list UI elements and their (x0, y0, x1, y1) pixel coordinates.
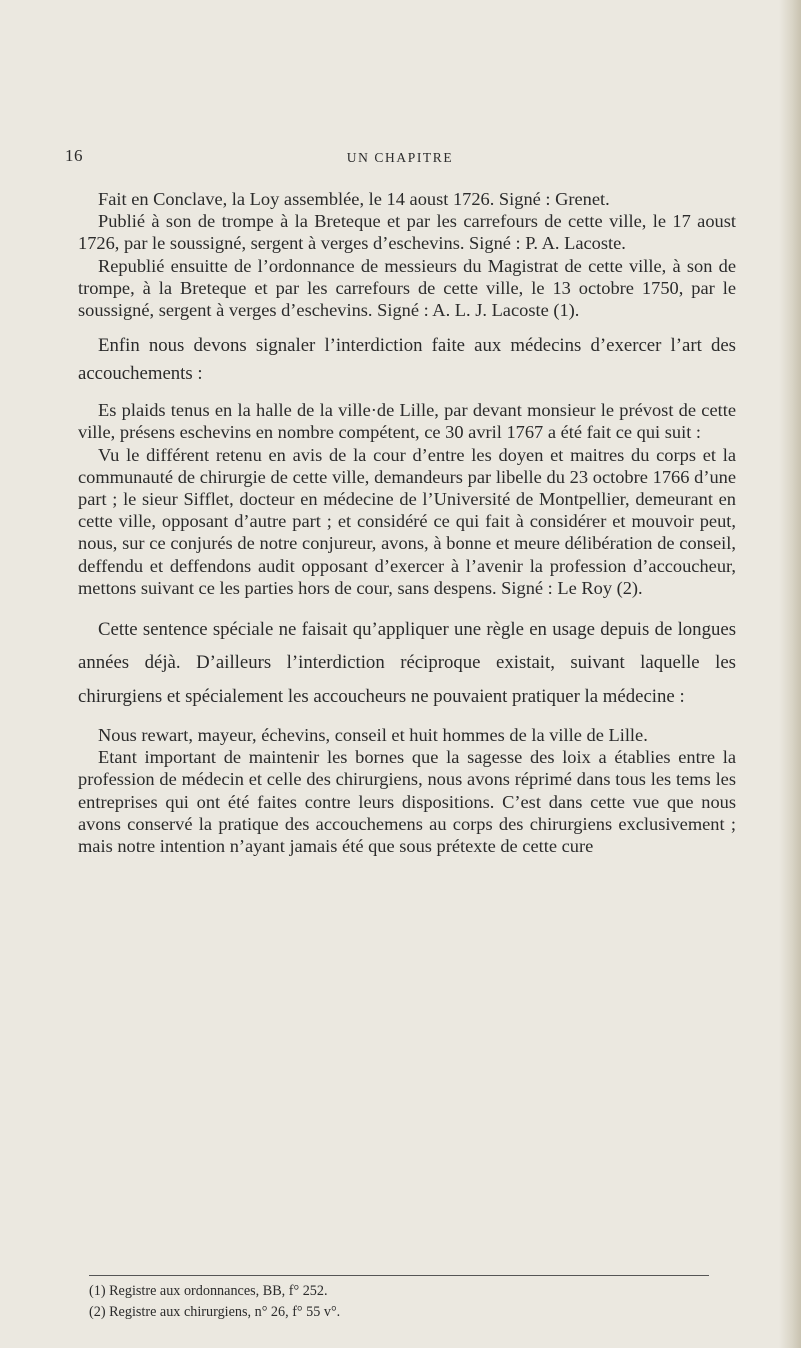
body-text (78, 188, 736, 857)
paragraph-interdiction-intro: Enfin nous devons signaler l’interdiction faite aux médecins d’exercer l’art des accouchements : (78, 335, 736, 385)
page-edge-shadow (779, 0, 801, 1348)
footnotes (89, 1275, 709, 1323)
paragraph-etant-important: Etant important de maintenir les bornes que la sagesse des loix a établies entre la profession de médecin et celle des chirurgiens, nous avons réprimé dans tous les tems les entreprises qui ont été faites contre leurs dispositions. C’est dans cette vue que nous avons conservé la pratique des accouchemens au corps des chirurgiens exclusivement ; mais notre intention n’ayant jamais été que sous prétexte de cette cure (78, 747, 736, 856)
running-head: UN CHAPITRE (346, 150, 454, 165)
paragraph-conclave: Fait en Conclave, la Loy assemblée, le 14 aoust 1726. Signé : Grenet. (98, 189, 610, 209)
paragraph-vu-le-different: Vu le différent retenu en avis de la cour d’entre les doyen et maitres du corps et la communauté de chirurgie de cette ville, demandeurs par libelle du 23 octobre 1766 d’une part ; le sieur Sifflet, docteur en médecine de l’Université de Montpellier, demeurant en cette ville, opposant d’autre part ; et considéré ce qui fait à considérer et mouvoir peut, nous, sur ce conjurés de notre conjureur, avons, à bonne et meure délibération de conseil, deffendu et deffendons audit opposant d’exercer à l’avenir la profession d’accoucheur, mettons suivant ce les parties hors de cour, sans despens. Signé : Le Roy (2). (78, 444, 736, 598)
paragraph-republie: Republié ensuitte de l’ordonnance de messieurs du Magistrat de cette ville, à son de trompe, à la Breteque et par les carrefours de cette ville, le 13 octobre 1750, par le soussigné, sergent à verges d’eschevins. Signé : A. L. J. Lacoste (1). (78, 255, 736, 321)
paragraph-plaids: Es plaids tenus en la halle de la ville·de Lille, par devant monsieur le prévost de cette ville, présens eschevins en nombre compétent, ce 30 avril 1767 a été fait ce qui suit : (78, 400, 736, 443)
page-number: 16 (65, 146, 83, 165)
footnote-1: (1) Registre aux ordonnances, BB, f° 252. (89, 1283, 328, 1299)
page-header (65, 146, 735, 170)
paragraph-sentence-speciale: Cette sentence spéciale ne faisait qu’appliquer une règle en usage depuis de longues années déjà. D’ailleurs l’interdiction réciproque existait, suivant laquelle les chirurgiens et spécialement les accoucheurs ne pouvaient pratiquer la médecine : (78, 619, 736, 707)
paragraph-publie: Publié à son de trompe à la Breteque et par les carrefours de cette ville, le 17 aoust 1726, par le soussigné, sergent à verges d’eschevins. Signé : P. A. Lacoste. (78, 211, 736, 254)
footnote-2: (2) Registre aux chirurgiens, n° 26, f° 55 v°. (89, 1304, 341, 1320)
paragraph-nous-rewart: Nous rewart, mayeur, échevins, conseil et huit hommes de la ville de Lille. (98, 724, 648, 745)
